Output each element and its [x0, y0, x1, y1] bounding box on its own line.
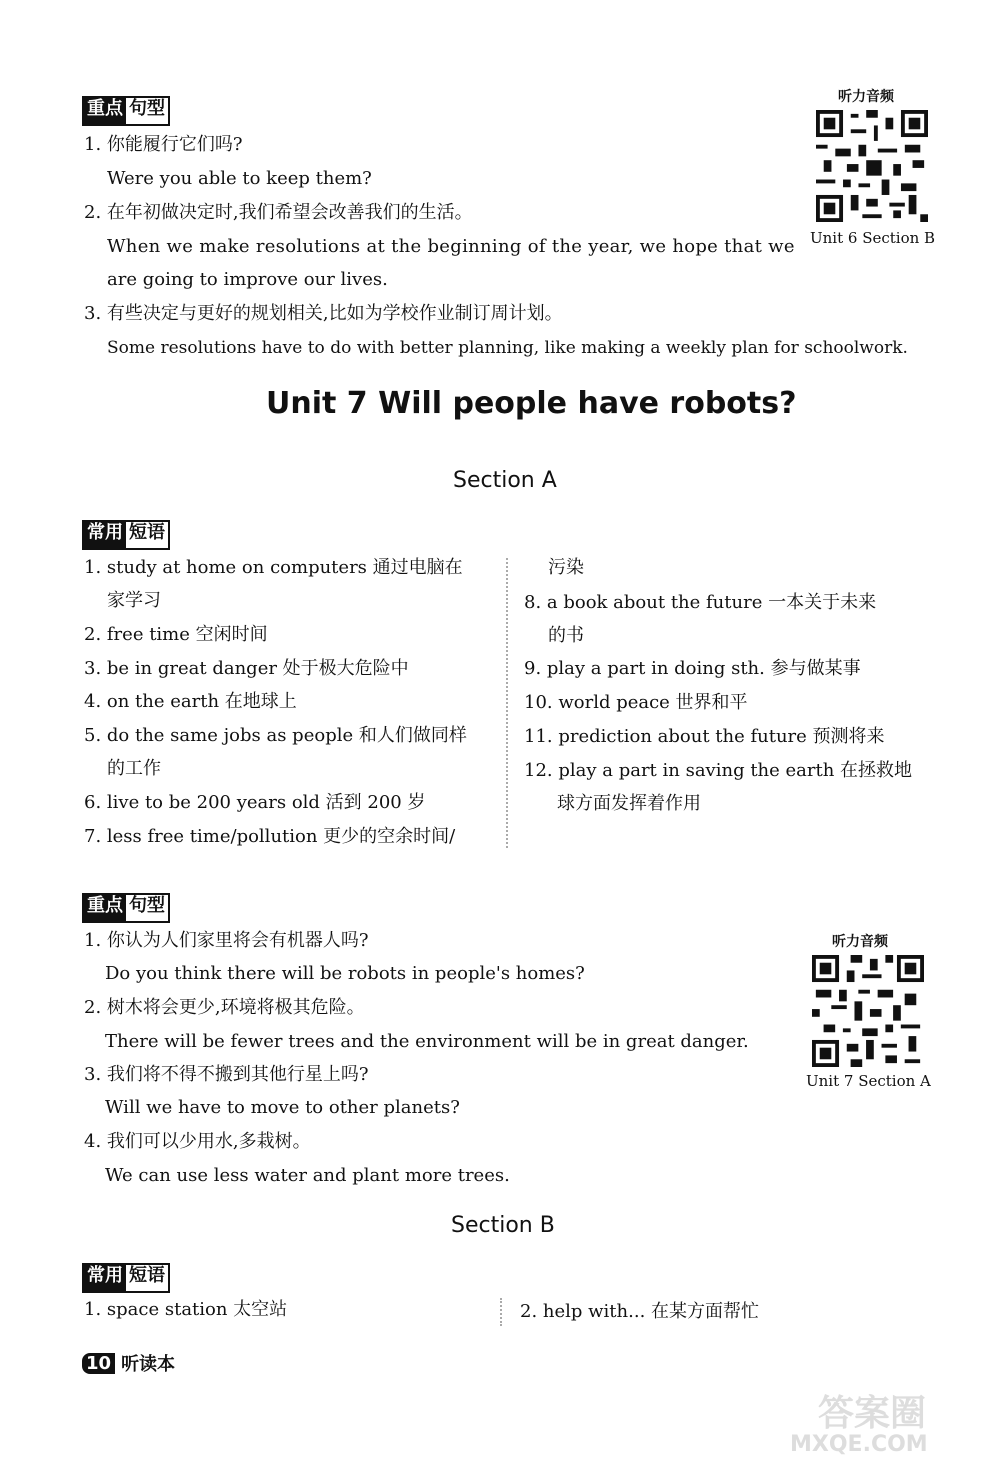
tag-dark-part: 常用 — [84, 522, 126, 548]
sentence-en: are going to improve our lives. — [107, 269, 388, 290]
qr-caption: Unit 6 Section B — [810, 229, 936, 247]
tag-dark-part: 重点 — [84, 98, 126, 124]
unit-title: Unit 7 Will people have robots? — [266, 386, 797, 421]
sentence-en: Will we have to move to other planets? — [105, 1097, 460, 1118]
phrase-item: 5. do the same jobs as people 和人们做同样 — [84, 725, 467, 746]
phrase-item: 6. live to be 200 years old 活到 200 岁 — [84, 792, 426, 813]
tag-dark-part: 重点 — [84, 895, 126, 921]
phrase-item: 污染 — [548, 557, 584, 578]
qr-caption: Unit 7 Section A — [806, 1072, 931, 1090]
watermark-url: MXQE.COM — [790, 1432, 928, 1457]
sentence-en: Do you think there will be robots in people's homes? — [105, 963, 585, 984]
sentence-cn: 2. 在年初做决定时,我们希望会改善我们的生活。 — [84, 202, 473, 223]
sentence-cn: 1. 你能履行它们吗? — [84, 134, 243, 155]
qr-code-unit7-icon[interactable] — [812, 955, 924, 1067]
phrase-item: 11. prediction about the future 预测将来 — [524, 726, 885, 747]
phrase-item: 2. free time 空闲时间 — [84, 624, 268, 645]
tag-light-part: 句型 — [126, 895, 168, 921]
phrase-item: 10. world peace 世界和平 — [524, 692, 748, 713]
sentence-en: There will be fewer trees and the environment will be in great danger. — [105, 1031, 749, 1052]
sentence-cn: 3. 有些决定与更好的规划相关,比如为学校作业制订周计划。 — [84, 303, 563, 324]
phrase-item: 1. space station 太空站 — [84, 1299, 288, 1320]
qr-title: 听力音频 — [838, 89, 894, 105]
watermark-brand: 答案圈 — [818, 1393, 927, 1434]
phrase-item: 8. a book about the future 一本关于未来 — [524, 592, 877, 613]
sentence-en: We can use less water and plant more trees. — [105, 1165, 510, 1186]
sentence-en: Some resolutions have to do with better planning, like making a weekly plan for schoolwork. — [107, 338, 908, 358]
sentence-cn: 2. 树木将会更少,环境将极其危险。 — [84, 997, 365, 1018]
phrase-item: 家学习 — [107, 590, 161, 611]
phrase-item: 的工作 — [107, 758, 161, 779]
sentence-cn: 1. 你认为人们家里将会有机器人吗? — [84, 930, 369, 951]
tag-light-part: 短语 — [126, 1265, 168, 1291]
book-label: 听读本 — [121, 1354, 176, 1375]
common-phrases-tag — [82, 520, 170, 550]
qr-title: 听力音频 — [832, 934, 888, 950]
tag-light-part: 短语 — [126, 522, 168, 548]
phrase-item: 4. on the earth 在地球上 — [84, 691, 297, 712]
column-divider — [506, 558, 508, 848]
key-sentences-tag — [82, 96, 170, 126]
phrase-item: 7. less free time/pollution 更少的空余时间/ — [84, 826, 456, 847]
sentence-cn: 3. 我们将不得不搬到其他行星上吗? — [84, 1064, 369, 1085]
section-b-heading: Section B — [451, 1213, 555, 1238]
phrase-item: 2. help with... 在某方面帮忙 — [520, 1301, 760, 1322]
sentence-en: Were you able to keep them? — [107, 168, 372, 189]
sentence-cn: 4. 我们可以少用水,多栽树。 — [84, 1131, 311, 1152]
phrase-item: 1. study at home on computers 通过电脑在 — [84, 557, 463, 578]
tag-light-part: 句型 — [126, 98, 168, 124]
tag-dark-part: 常用 — [84, 1265, 126, 1291]
phrase-item: 的书 — [548, 625, 584, 646]
common-phrases-tag — [82, 1263, 170, 1293]
qr-code-unit6-icon[interactable] — [816, 110, 928, 222]
sentence-en: When we make resolutions at the beginning of the year, we hope that we — [107, 236, 795, 257]
phrase-item: 球方面发挥着作用 — [557, 793, 701, 814]
phrase-item: 3. be in great danger 处于极大危险中 — [84, 658, 409, 679]
column-divider — [500, 1298, 502, 1326]
page-footer — [82, 1350, 175, 1376]
section-a-heading: Section A — [453, 468, 557, 493]
page-number: 10 — [82, 1353, 115, 1374]
key-sentences-tag — [82, 893, 170, 923]
phrase-item: 9. play a part in doing sth. 参与做某事 — [524, 658, 861, 679]
phrase-item: 12. play a part in saving the earth 在拯救地 — [524, 760, 913, 781]
